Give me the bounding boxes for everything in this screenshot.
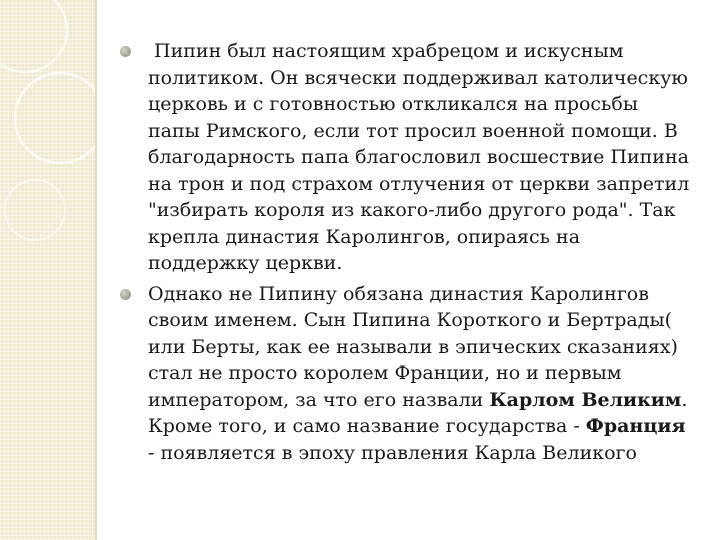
- text-line: поддержку церкви.: [148, 252, 343, 274]
- text-line: политиком. Он всячески поддерживал католическую: [148, 66, 688, 89]
- text-line: Пипин был настоящим храбрецом и искусным: [148, 40, 624, 62]
- decorative-circles: [0, 0, 95, 540]
- bullet-icon: [120, 46, 131, 57]
- text-line: Однако не Пипину обязана династия Каролингов: [148, 282, 649, 305]
- bullet-paragraph-2: [120, 281, 700, 467]
- text-line: церковь и с готовностью откликался на просьбы: [148, 93, 638, 115]
- band-divider: [95, 0, 97, 540]
- text-line: или Берты, как ее называли в эпических сказаниях): [148, 335, 678, 358]
- text-line: благодарность папа благословил восшествие Пипина: [148, 146, 689, 168]
- text-line: [148, 413, 700, 440]
- slide-content: [120, 38, 700, 470]
- bullet-icon: [120, 289, 131, 300]
- text-line: папы Римского, если тот просил военной помощи. В: [148, 119, 678, 142]
- text-segment: императором, за что его назвали: [148, 388, 490, 411]
- bullet-paragraph-1: [120, 38, 700, 277]
- text-line: [148, 387, 700, 414]
- text-segment: .: [681, 388, 688, 411]
- decorative-side-band: [0, 0, 95, 540]
- text-segment: Кроме того, и само название государства -: [148, 415, 586, 437]
- emphasis-frantsiya: Франция: [585, 415, 686, 437]
- text-line: "избирать короля из какого-либо другого рода". Так: [148, 199, 676, 221]
- text-line: своим именем. Сын Пипина Короткого и Бертрады(: [148, 309, 672, 331]
- emphasis-karl-velikiy: Карлом Великим: [489, 388, 682, 411]
- text-line: на трон и под страхом отлучения от церкви запретил: [148, 172, 690, 195]
- text-line: крепла династия Каролингов, опираясь на: [148, 225, 581, 248]
- text-line: стал не просто королем Франции, но и первым: [148, 362, 622, 384]
- text-line: - появляется в эпоху правления Карла Великого: [148, 441, 637, 464]
